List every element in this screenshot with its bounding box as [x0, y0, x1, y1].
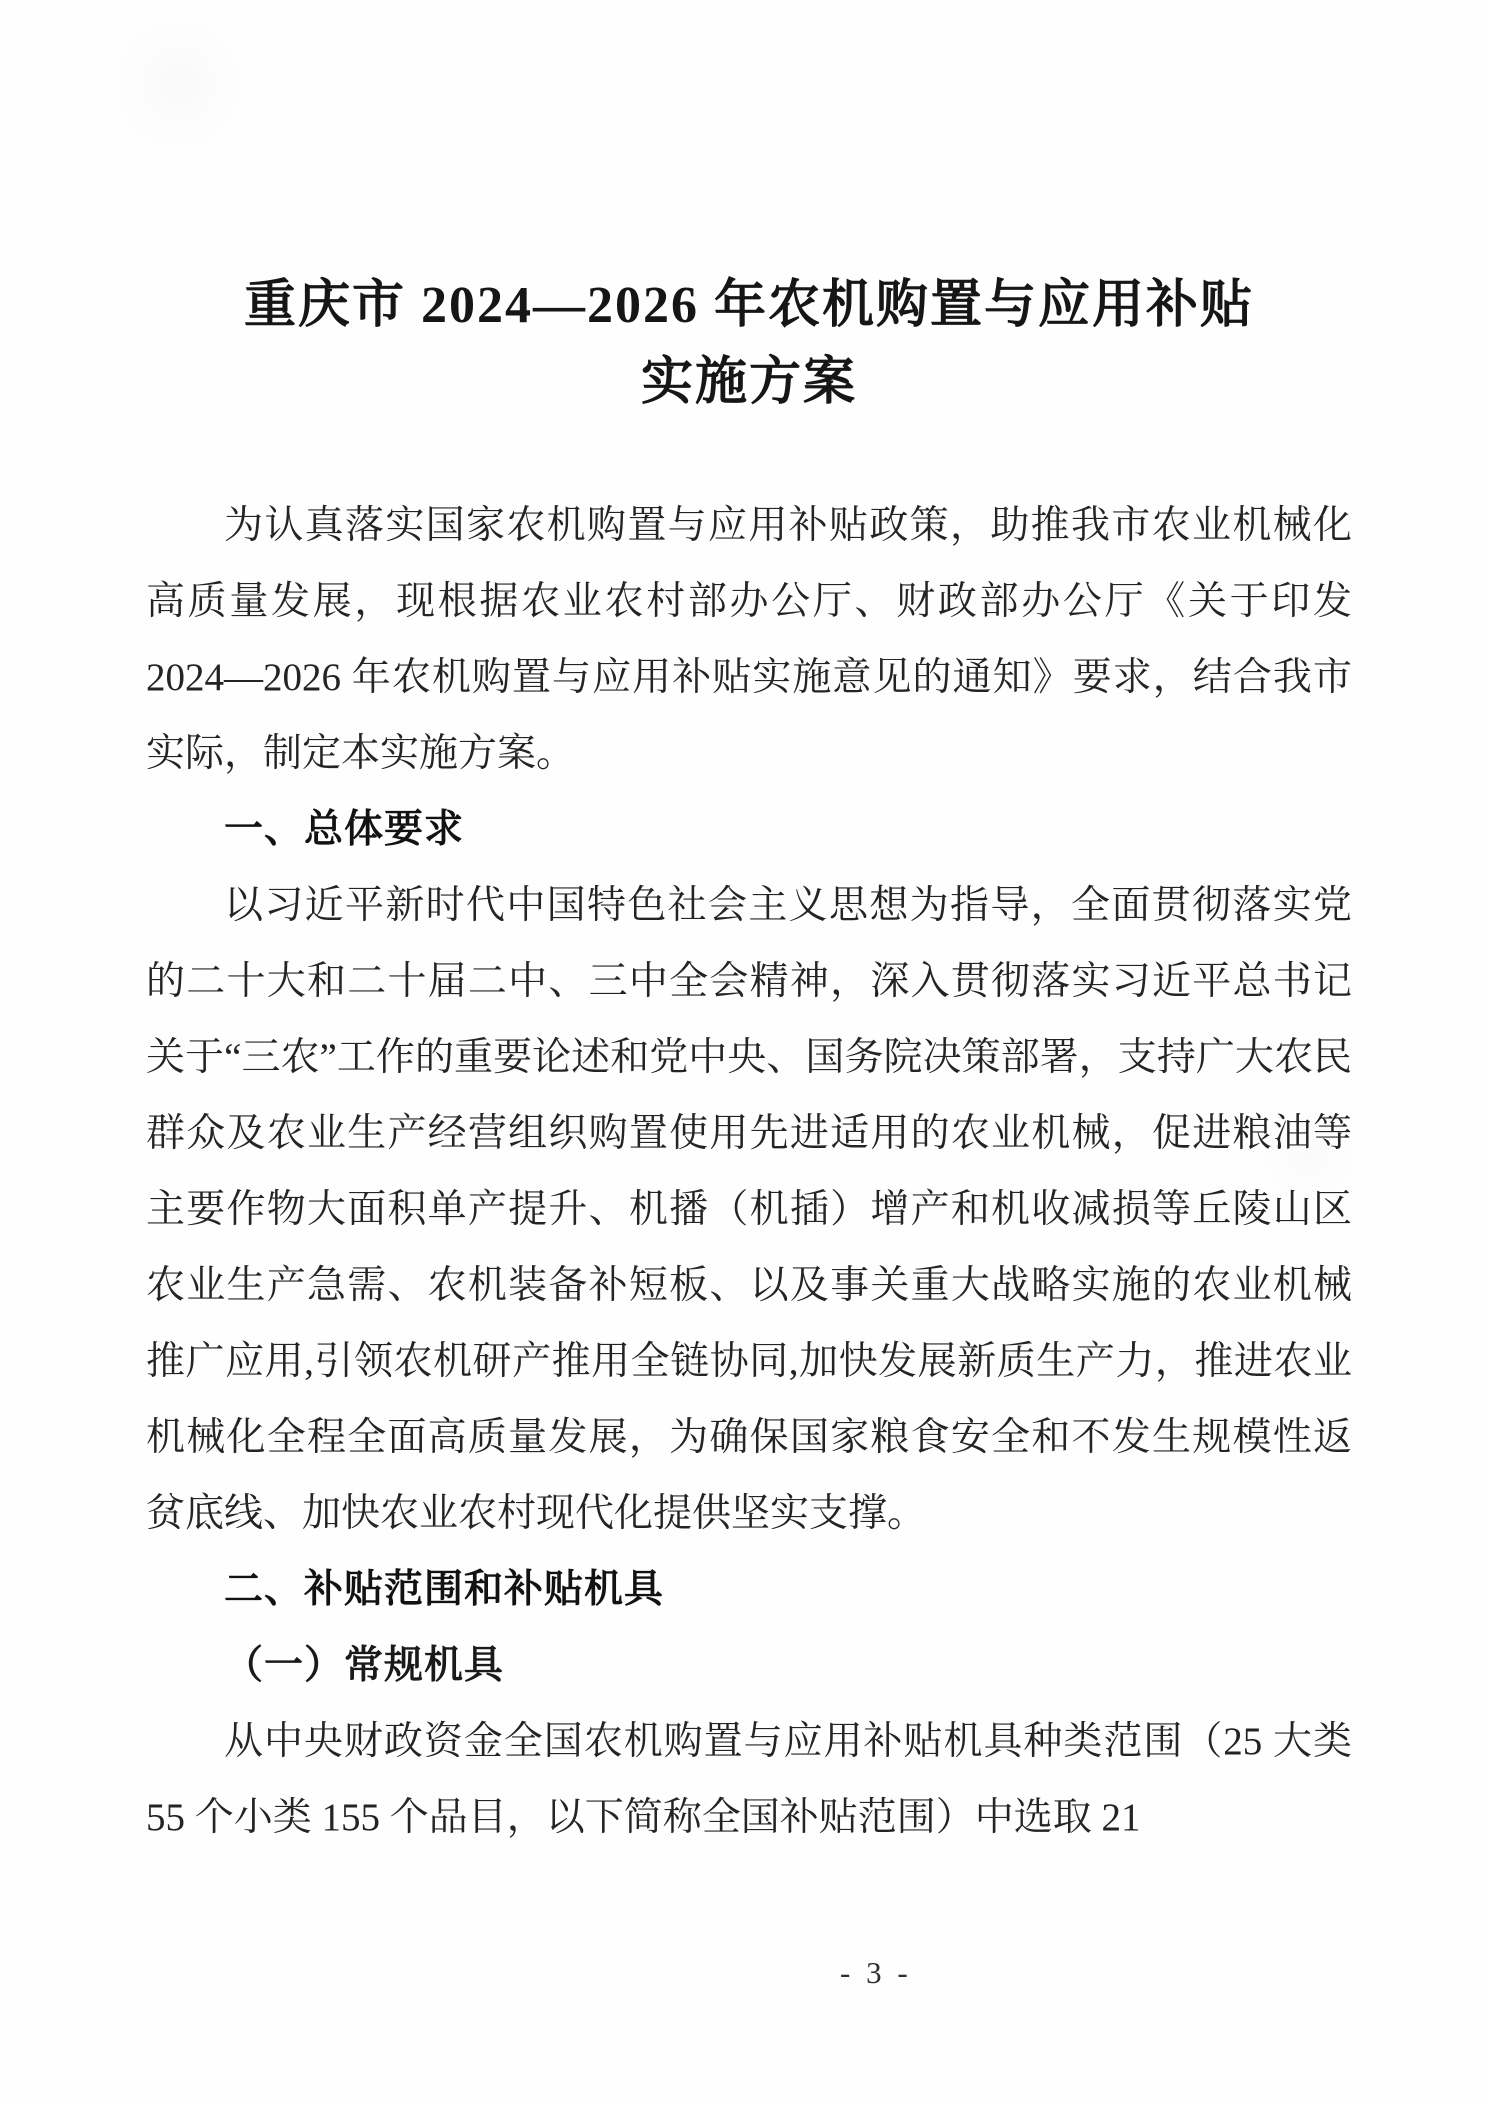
section-heading-subsidy-scope: 二、补贴范围和补贴机具 [224, 1567, 665, 1611]
overall-requirements-paragraph: 以习近平新时代中国特色社会主义思想为指导，全面贯彻落实党的二十大和二十届二中、三中全会精神，深入贯彻落实习近平总书记关于“三农”工作的重要论述和党中央、国务院决策部署，支持广大农民群众及农业生产经营组织购置使用先进适用的农业机械，促进粮油等主要作物大面积单产提升、机播（机插）增产和机收减损等丘陵山区农业生产急需、农机装备补短板、以及事关重大战略实施的农业机械推广应用,引领农机研产推用全链协同,加快发展新质生产力，推进农业机械化全程全面高质量发展，为确保国家粮食安全和不发生规模性返贫底线、加快农业农村现代化提供坚实支撑。 [146, 883, 1352, 1535]
subsidy-scope-paragraph: 从中央财政资金全国农机购置与应用补贴机具种类范围（25 大类 55 个小类 155 个品目，以下简称全国补贴范围）中选取 21 [146, 1719, 1352, 1839]
document-title-line1: 重庆市 2024—2026 年农机购置与应用补贴 [243, 277, 1254, 334]
page-number: - 3 - [840, 1955, 912, 1990]
document-title-line2: 实施方案 [640, 353, 857, 411]
document-title [146, 268, 1352, 422]
intro-paragraph: 为认真落实国家农机购置与应用补贴政策，助推我市农业机械化高质量发展，现根据农业农村部办公厅、财政部办公厅《关于印发 2024—2026 年农机购置与应用补贴实施意见的通知》要求，结合我市实际，制定本实施方案。 [146, 503, 1352, 775]
section-heading-overall-requirements: 一、总体要求 [224, 807, 465, 851]
subsection-heading-regular-machinery: （一）常规机具 [224, 1643, 505, 1687]
document-content [146, 488, 1352, 1856]
document-body [146, 268, 1352, 1856]
